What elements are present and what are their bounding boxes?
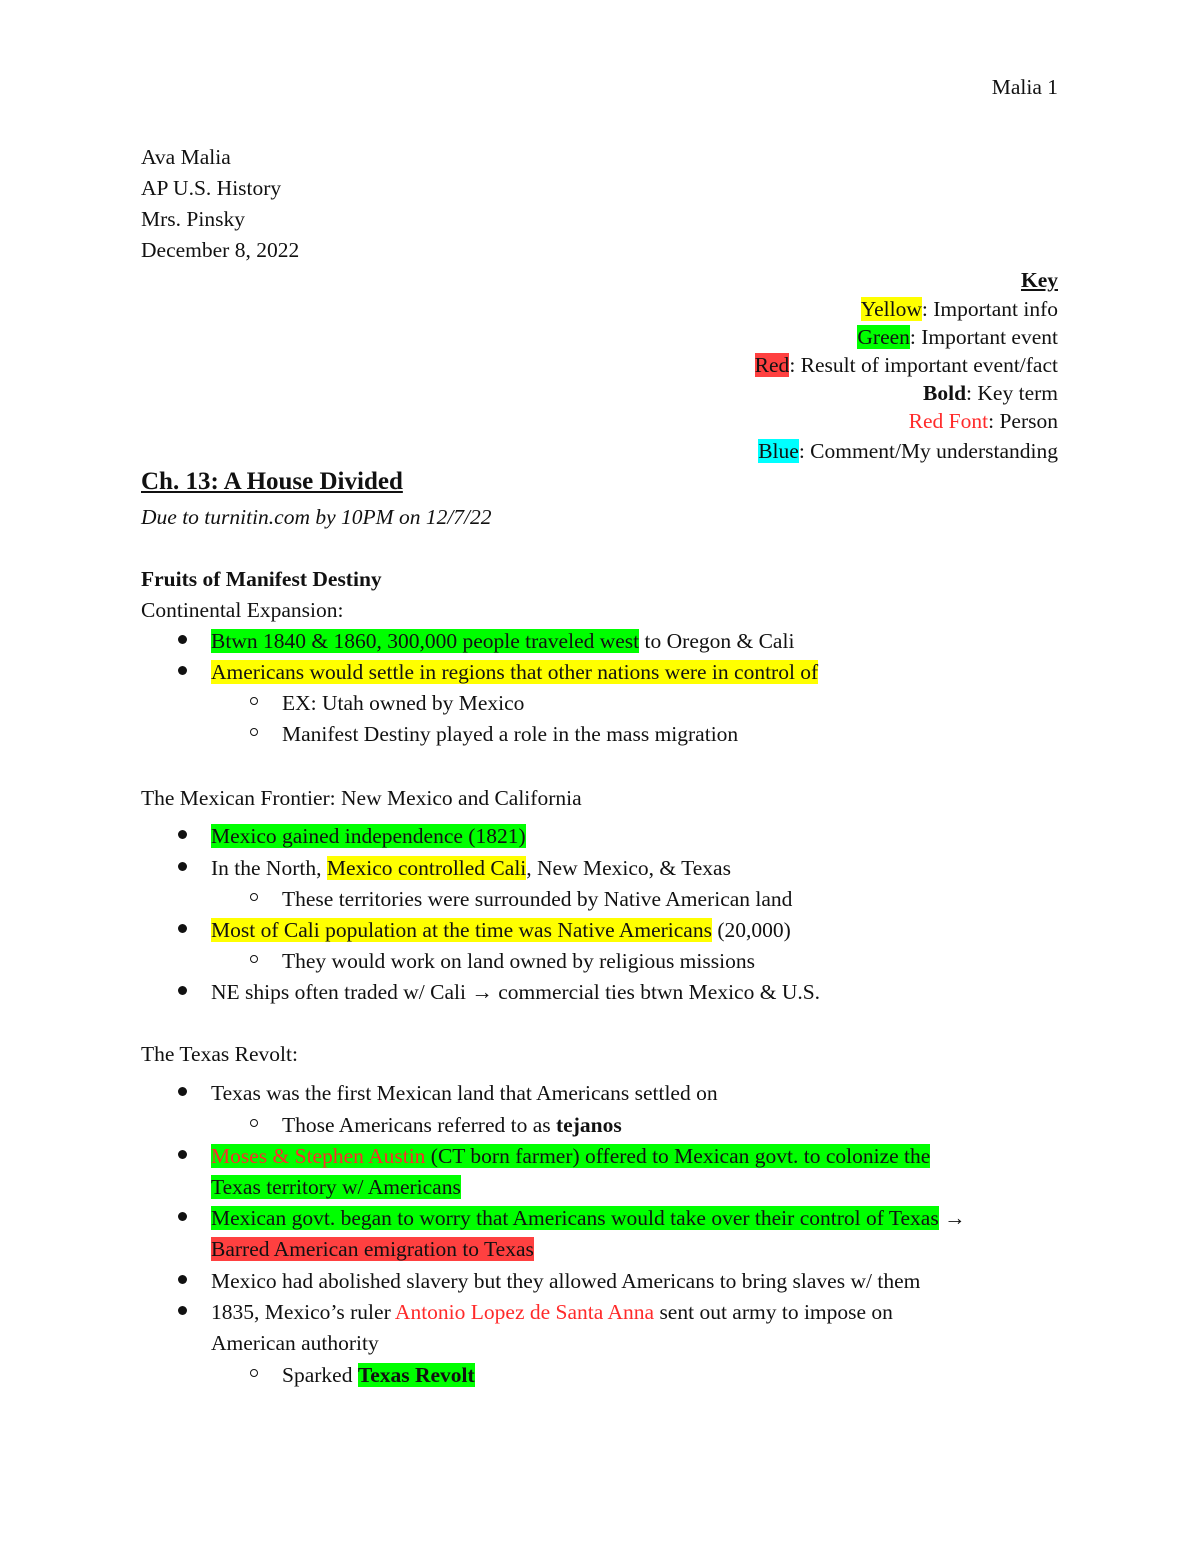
section-title-frontier: The Mexican Frontier: New Mexico and California	[141, 786, 582, 810]
highlight-red: Barred American emigration to Texas	[211, 1237, 534, 1261]
list-item	[211, 917, 791, 943]
teacher-name: Mrs. Pinsky	[141, 207, 245, 231]
sub-bullet-icon	[250, 728, 258, 736]
section-subtitle-expansion: Continental Expansion:	[141, 598, 344, 622]
sub-bullet-icon	[250, 1369, 258, 1377]
highlight-green: Texas territory w/ Americans	[211, 1175, 461, 1199]
key-redfont	[909, 408, 1058, 434]
list-item	[211, 823, 526, 849]
list-text: (20,000)	[711, 918, 791, 942]
list-text: Those Americans referred to as	[282, 1113, 557, 1137]
bullet-icon	[178, 1212, 187, 1221]
key-yellow-desc: : Important info	[921, 297, 1058, 321]
bullet-icon	[178, 666, 187, 675]
person-name: Moses & Stephen Austin	[211, 1144, 426, 1168]
key-term: tejanos	[556, 1113, 622, 1137]
sub-bullet-icon	[250, 893, 258, 901]
chapter-title: Ch. 13: A House Divided	[141, 468, 403, 495]
key-bold	[923, 380, 1058, 406]
highlight-green: Mexico gained independence (1821)	[211, 824, 526, 848]
section-title-fruits: Fruits of Manifest Destiny	[141, 567, 382, 591]
arrow-icon: →	[938, 1206, 966, 1230]
bullet-icon	[178, 1150, 187, 1159]
key-title: Key	[1020, 268, 1058, 292]
document-date: December 8, 2022	[141, 238, 300, 262]
bullet-icon	[178, 1087, 187, 1096]
person-name: Antonio Lopez de Santa Anna	[394, 1300, 655, 1324]
highlight-green	[211, 1144, 930, 1168]
key-green-label: Green	[857, 325, 910, 349]
list-item	[211, 1143, 930, 1169]
list-item	[211, 855, 731, 881]
list-text: 1835, Mexico’s ruler	[211, 1300, 395, 1324]
key-blue-desc: : Comment/My understanding	[798, 439, 1058, 463]
list-item	[211, 1205, 966, 1231]
key-redfont-desc: : Person	[988, 409, 1058, 433]
key-bold-desc: : Key term	[966, 381, 1058, 405]
list-item: Texas was the first Mexican land that Americans settled on	[211, 1081, 718, 1105]
list-text: , New Mexico, & Texas	[526, 856, 731, 880]
bullet-icon	[178, 862, 187, 871]
sub-list-item: They would work on land owned by religious missions	[282, 949, 755, 973]
course-name: AP U.S. History	[141, 176, 282, 200]
page-number: Malia 1	[991, 75, 1058, 99]
bullet-icon	[178, 830, 187, 839]
list-item	[211, 1299, 893, 1325]
bullet-icon	[178, 986, 187, 995]
highlight-yellow: Americans would settle in regions that other nations were in control of	[211, 660, 819, 684]
list-item: Mexico had abolished slavery but they allowed Americans to bring slaves w/ them	[211, 1269, 921, 1293]
key-red-desc: : Result of important event/fact	[789, 353, 1058, 377]
list-item-continuation: American authority	[211, 1331, 379, 1355]
highlight-yellow: Mexico controlled Cali	[326, 856, 527, 880]
list-item-continuation	[211, 1236, 534, 1262]
list-text: to Oregon & Cali	[639, 629, 795, 653]
due-note: Due to turnitin.com by 10PM on 12/7/22	[141, 505, 492, 529]
section-title-texas: The Texas Revolt:	[141, 1042, 298, 1066]
list-item	[211, 628, 794, 654]
key-yellow-label: Yellow	[860, 297, 922, 321]
sub-list-item: These territories were surrounded by Native American land	[282, 887, 793, 911]
key-green-desc: : Important event	[909, 325, 1058, 349]
key-redfont-label: Red Font	[908, 409, 989, 433]
sub-bullet-icon	[250, 955, 258, 963]
bullet-icon	[178, 1306, 187, 1315]
sub-list-item: EX: Utah owned by Mexico	[282, 691, 525, 715]
key-blue-label: Blue	[758, 439, 799, 463]
sub-list-item: Manifest Destiny played a role in the mass migration	[282, 722, 739, 746]
list-text: (CT born farmer) offered to Mexican govt. to colonize the	[425, 1144, 931, 1168]
sub-bullet-icon	[250, 697, 258, 705]
sub-list-item	[282, 1362, 475, 1388]
list-text: In the North,	[211, 856, 327, 880]
key-bold-label: Bold	[923, 381, 967, 405]
list-item-continuation	[211, 1174, 461, 1200]
list-item	[211, 659, 818, 685]
bullet-icon	[178, 1275, 187, 1284]
sub-bullet-icon	[250, 1119, 258, 1127]
student-name: Ava Malia	[141, 145, 231, 169]
key-red-label: Red	[754, 353, 790, 377]
key-yellow	[861, 296, 1058, 322]
key-red	[755, 352, 1058, 378]
sub-list-item	[282, 1112, 622, 1138]
key-blue	[758, 438, 1058, 464]
bullet-icon	[178, 635, 187, 644]
highlight-green: Mexican govt. began to worry that Americans would take over their control of Texas	[211, 1206, 939, 1230]
highlight-yellow: Most of Cali population at the time was Native Americans	[211, 918, 712, 942]
list-text: sent out army to impose on	[654, 1300, 893, 1324]
bullet-icon	[178, 924, 187, 933]
key-term: Texas Revolt	[357, 1363, 475, 1387]
key-green	[857, 324, 1058, 350]
list-text: Sparked	[282, 1363, 358, 1387]
list-item: NE ships often traded w/ Cali → commercial ties btwn Mexico & U.S.	[211, 980, 821, 1004]
highlight-green: Btwn 1840 & 1860, 300,000 people traveled west	[211, 629, 640, 653]
